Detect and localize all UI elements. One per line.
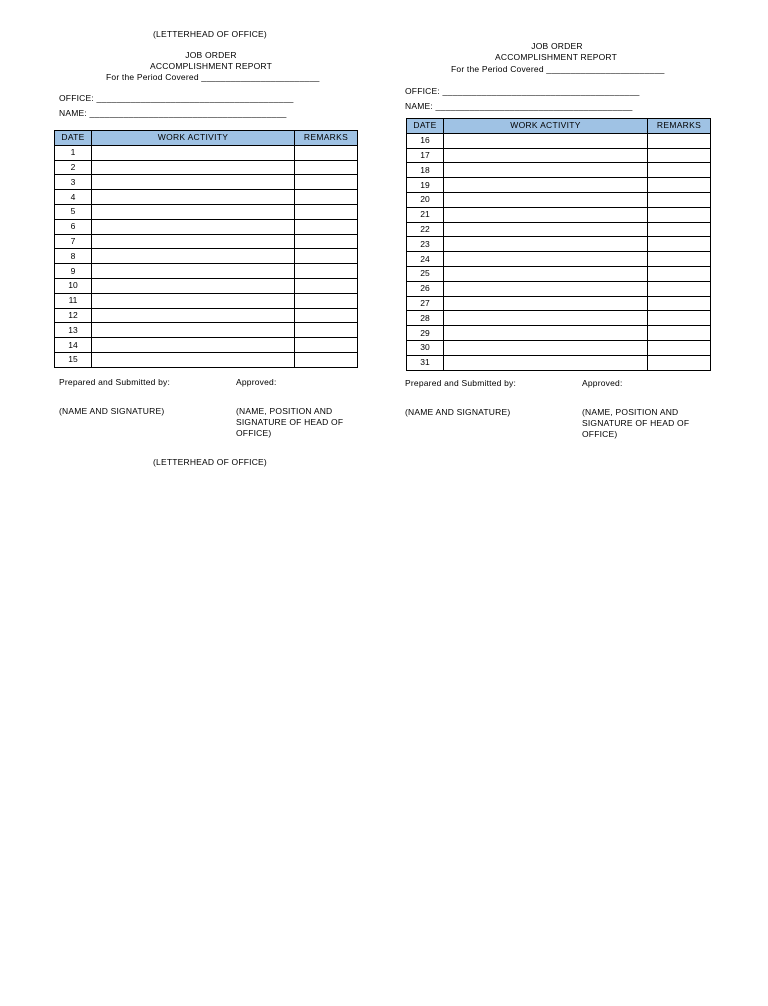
table-row	[55, 190, 358, 205]
remarks-cell[interactable]	[648, 355, 711, 370]
date-cell: 15	[55, 352, 92, 367]
work-activity-cell[interactable]	[444, 355, 648, 370]
remarks-cell[interactable]	[648, 178, 711, 193]
date-cell: 28	[407, 311, 444, 326]
work-activity-cell[interactable]	[444, 281, 648, 296]
work-activity-cell[interactable]	[444, 148, 648, 163]
column-header-work-activity: WORK ACTIVITY	[444, 119, 648, 134]
table-row	[55, 352, 358, 367]
work-activity-cell[interactable]	[92, 190, 295, 205]
title-job-order-right: JOB ORDER	[531, 41, 583, 51]
title-job-order: JOB ORDER	[185, 50, 237, 60]
remarks-cell[interactable]	[648, 311, 711, 326]
prepared-label-right: Prepared and Submitted by:	[405, 378, 517, 388]
date-cell: 8	[55, 249, 92, 264]
remarks-cell[interactable]	[648, 192, 711, 207]
date-cell: 14	[55, 338, 92, 353]
name-field-right: NAME: ________________________________________	[405, 101, 633, 111]
date-cell: 26	[407, 281, 444, 296]
table-row	[407, 252, 711, 267]
column-header-date: DATE	[407, 119, 444, 134]
table-row	[55, 323, 358, 338]
remarks-cell[interactable]	[648, 296, 711, 311]
title-accomplishment-report: ACCOMPLISHMENT REPORT	[150, 61, 272, 71]
remarks-cell[interactable]	[295, 338, 358, 353]
work-activity-cell[interactable]	[444, 340, 648, 355]
work-activity-cell[interactable]	[444, 266, 648, 281]
date-cell: 3	[55, 175, 92, 190]
table-row	[407, 178, 711, 193]
column-header-remarks: REMARKS	[295, 131, 358, 146]
table-row	[55, 160, 358, 175]
date-cell: 5	[55, 204, 92, 219]
table-row	[407, 355, 711, 370]
head-of-office-signature-right: (NAME, POSITION AND SIGNATURE OF HEAD OF OFFICE)	[582, 407, 690, 439]
remarks-cell[interactable]	[648, 163, 711, 178]
work-activity-cell[interactable]	[92, 145, 295, 160]
date-cell: 20	[407, 192, 444, 207]
date-cell: 13	[55, 323, 92, 338]
title-accomplishment-report-right: ACCOMPLISHMENT REPORT	[495, 52, 617, 62]
date-cell: 9	[55, 264, 92, 279]
work-activity-cell[interactable]	[92, 264, 295, 279]
date-cell: 24	[407, 252, 444, 267]
table-row	[407, 296, 711, 311]
remarks-cell[interactable]	[295, 278, 358, 293]
remarks-cell[interactable]	[648, 252, 711, 267]
period-covered-right: For the Period Covered ________________________	[451, 64, 665, 74]
work-activity-cell[interactable]	[92, 175, 295, 190]
table-row	[407, 222, 711, 237]
date-cell: 23	[407, 237, 444, 252]
date-cell: 21	[407, 207, 444, 222]
work-activity-cell[interactable]	[92, 293, 295, 308]
table-row	[55, 338, 358, 353]
date-cell: 27	[407, 296, 444, 311]
period-covered: For the Period Covered ________________________	[106, 72, 320, 82]
date-cell: 29	[407, 326, 444, 341]
remarks-cell[interactable]	[648, 266, 711, 281]
remarks-cell[interactable]	[295, 204, 358, 219]
work-activity-cell[interactable]	[444, 178, 648, 193]
date-cell: 11	[55, 293, 92, 308]
name-field: NAME: ________________________________________	[59, 108, 287, 118]
remarks-cell[interactable]	[648, 222, 711, 237]
remarks-cell[interactable]	[295, 145, 358, 160]
date-cell: 17	[407, 148, 444, 163]
column-header-work-activity: WORK ACTIVITY	[92, 131, 295, 146]
work-activity-cell[interactable]	[444, 133, 648, 148]
work-activity-cell[interactable]	[444, 192, 648, 207]
table-row	[407, 281, 711, 296]
remarks-cell[interactable]	[295, 293, 358, 308]
remarks-cell[interactable]	[295, 308, 358, 323]
remarks-cell[interactable]	[295, 190, 358, 205]
remarks-cell[interactable]	[295, 219, 358, 234]
column-header-remarks: REMARKS	[648, 119, 711, 134]
work-activity-cell[interactable]	[444, 222, 648, 237]
table-row	[55, 204, 358, 219]
work-activity-cell[interactable]	[92, 249, 295, 264]
remarks-cell[interactable]	[648, 133, 711, 148]
letterhead-top: (LETTERHEAD OF OFFICE)	[153, 29, 267, 39]
date-cell: 2	[55, 160, 92, 175]
work-activity-cell[interactable]	[92, 219, 295, 234]
work-activity-cell[interactable]	[92, 204, 295, 219]
accomplishment-table	[54, 130, 358, 368]
table-row	[55, 145, 358, 160]
remarks-cell[interactable]	[295, 264, 358, 279]
table-row	[55, 175, 358, 190]
date-cell: 18	[407, 163, 444, 178]
name-and-signature-right: (NAME AND SIGNATURE)	[405, 407, 511, 417]
remarks-cell[interactable]	[648, 340, 711, 355]
remarks-cell[interactable]	[295, 175, 358, 190]
work-activity-cell[interactable]	[92, 352, 295, 367]
remarks-cell[interactable]	[648, 207, 711, 222]
accomplishment-table-right	[406, 118, 711, 371]
table-row	[407, 326, 711, 341]
work-activity-cell[interactable]	[444, 296, 648, 311]
approved-label-right: Approved:	[582, 378, 623, 388]
table-row	[407, 340, 711, 355]
work-activity-cell[interactable]	[92, 323, 295, 338]
date-cell: 19	[407, 178, 444, 193]
date-cell: 4	[55, 190, 92, 205]
table-row	[407, 133, 711, 148]
work-activity-cell[interactable]	[444, 207, 648, 222]
work-activity-cell[interactable]	[92, 160, 295, 175]
work-activity-cell[interactable]	[92, 234, 295, 249]
date-cell: 1	[55, 145, 92, 160]
table-row	[407, 148, 711, 163]
office-field: OFFICE: ________________________________________	[59, 93, 294, 103]
name-and-signature: (NAME AND SIGNATURE)	[59, 406, 165, 416]
table-row	[55, 278, 358, 293]
office-field-right: OFFICE: ________________________________________	[405, 86, 640, 96]
remarks-cell[interactable]	[295, 352, 358, 367]
work-activity-cell[interactable]	[444, 252, 648, 267]
table-row	[407, 266, 711, 281]
date-cell: 7	[55, 234, 92, 249]
remarks-cell[interactable]	[648, 281, 711, 296]
table-row	[407, 311, 711, 326]
date-cell: 6	[55, 219, 92, 234]
remarks-cell[interactable]	[648, 148, 711, 163]
remarks-cell[interactable]	[295, 160, 358, 175]
approved-label: Approved:	[236, 377, 277, 387]
remarks-cell[interactable]	[295, 323, 358, 338]
remarks-cell[interactable]	[648, 237, 711, 252]
table-row	[55, 293, 358, 308]
table-body-left	[55, 145, 358, 367]
remarks-cell[interactable]	[295, 234, 358, 249]
table-row	[55, 219, 358, 234]
date-cell: 22	[407, 222, 444, 237]
table-body-right	[407, 133, 711, 370]
work-activity-cell[interactable]	[444, 163, 648, 178]
work-activity-cell[interactable]	[92, 278, 295, 293]
prepared-label: Prepared and Submitted by:	[59, 377, 171, 387]
date-cell: 10	[55, 278, 92, 293]
work-activity-cell[interactable]	[444, 311, 648, 326]
letterhead-bottom: (LETTERHEAD OF OFFICE)	[153, 457, 267, 467]
table-row	[407, 192, 711, 207]
date-cell: 25	[407, 266, 444, 281]
head-of-office-signature: (NAME, POSITION AND SIGNATURE OF HEAD OF OFFICE)	[236, 406, 344, 438]
work-activity-cell[interactable]	[444, 326, 648, 341]
table-row	[55, 264, 358, 279]
table-row	[55, 234, 358, 249]
work-activity-cell[interactable]	[444, 237, 648, 252]
remarks-cell[interactable]	[648, 326, 711, 341]
date-cell: 12	[55, 308, 92, 323]
table-row	[55, 249, 358, 264]
table-row	[55, 308, 358, 323]
column-header-date: DATE	[55, 131, 92, 146]
table-row	[407, 163, 711, 178]
date-cell: 30	[407, 340, 444, 355]
table-row	[407, 207, 711, 222]
table-row	[407, 237, 711, 252]
work-activity-cell[interactable]	[92, 308, 295, 323]
date-cell: 16	[407, 133, 444, 148]
remarks-cell[interactable]	[295, 249, 358, 264]
work-activity-cell[interactable]	[92, 338, 295, 353]
date-cell: 31	[407, 355, 444, 370]
